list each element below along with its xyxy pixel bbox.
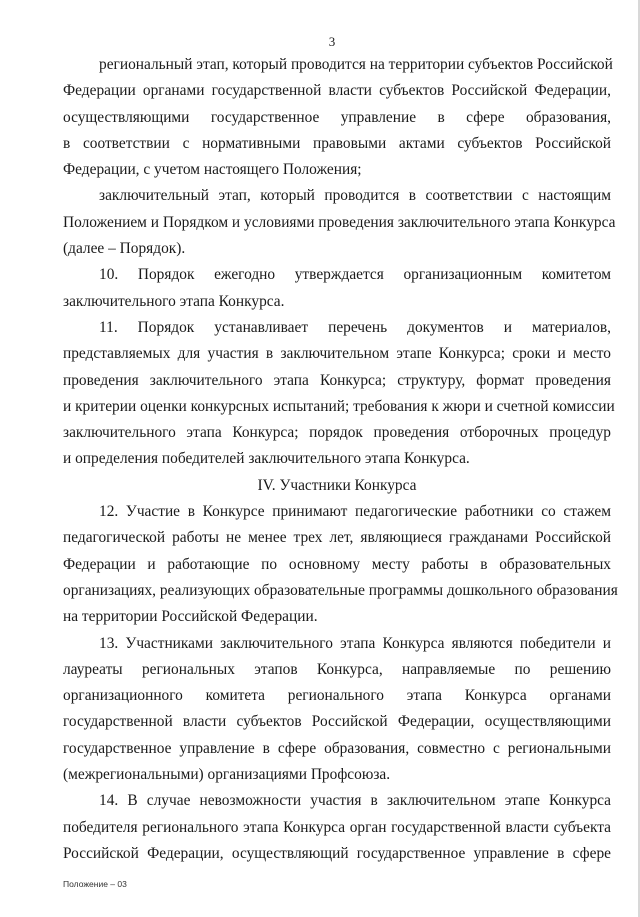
text-line: 11. Порядок устанавливает перечень документов и материалов, (99, 318, 611, 336)
text-line: и определения победителей заключительного этапа Конкурса. (63, 450, 470, 468)
text-line: Федерации и работающие по основному месту работы в образовательных (63, 555, 611, 573)
text-line: Российской Федерации, осуществляющий государственное управление в сфере (63, 844, 611, 862)
text-line: государственной власти субъектов Российской Федерации, осуществляющими (63, 713, 611, 731)
page-number: 3 (328, 34, 336, 49)
text-line: (межрегиональными) организациями Профсоюза. (63, 766, 391, 784)
section-heading: IV. Участники Конкурса (257, 476, 417, 494)
text-line: на территории Российской Федерации. (63, 608, 318, 626)
text-line: заключительный этап, который проводится в соответствии с настоящим (99, 187, 611, 205)
text-line: региональный этап, который проводится на территории субъектов Российской (99, 56, 613, 73)
text-line: осуществляющими государственное управление в сфере образования, (63, 108, 611, 126)
document-body (63, 52, 618, 867)
text-line: в соответствии с нормативными правовыми актами субъектов Российской (63, 134, 611, 152)
text-line: педагогической работы не менее трех лет, являющиеся гражданами Российской (63, 529, 611, 547)
text-line: Федерации органами государственной власти субъектов Российской Федерации, (63, 82, 611, 100)
text-line: 10. Порядок ежегодно утверждается организационным комитетом (99, 266, 611, 284)
text-line: 14. В случае невозможности участия в заключительном этапе Конкурса (99, 792, 611, 810)
footer-label: Положение – 03 (63, 879, 127, 889)
text-line: (далее – Порядок). (63, 240, 186, 258)
text-line: Положением и Порядком и условиями проведения заключительного этапа Конкурса (63, 213, 616, 231)
text-line: Федерации, с учетом настоящего Положения; (63, 161, 362, 179)
text-line: лауреаты региональных этапов Конкурса, направляемые по решению (63, 660, 611, 678)
text-line: представляемых для участия в заключительном этапе Конкурса; сроки и место (63, 345, 611, 363)
text-line: проведения заключительного этапа Конкурса; структуру, формат проведения (63, 371, 611, 389)
text-line: 12. Участие в Конкурсе принимают педагогические работники со стажем (99, 503, 611, 521)
text-line: заключительного этапа Конкурса; порядок проведения отборочных процедур (63, 424, 611, 442)
text-line: 13. Участниками заключительного этапа Конкурса являются победители и (99, 634, 611, 652)
text-line: и критерии оценки конкурсных испытаний; требования к жюри и счетной комиссии (63, 397, 615, 415)
text-line: организационного комитета регионального этапа Конкурса органами (63, 687, 611, 705)
text-line: победителя регионального этапа Конкурса орган государственной власти субъекта (63, 818, 611, 836)
text-line: государственное управление в сфере образования, совместно с региональными (63, 739, 611, 757)
text-line: заключительного этапа Конкурса. (63, 292, 285, 310)
text-line: организациях, реализующих образовательные программы дошкольного образования (63, 581, 618, 599)
